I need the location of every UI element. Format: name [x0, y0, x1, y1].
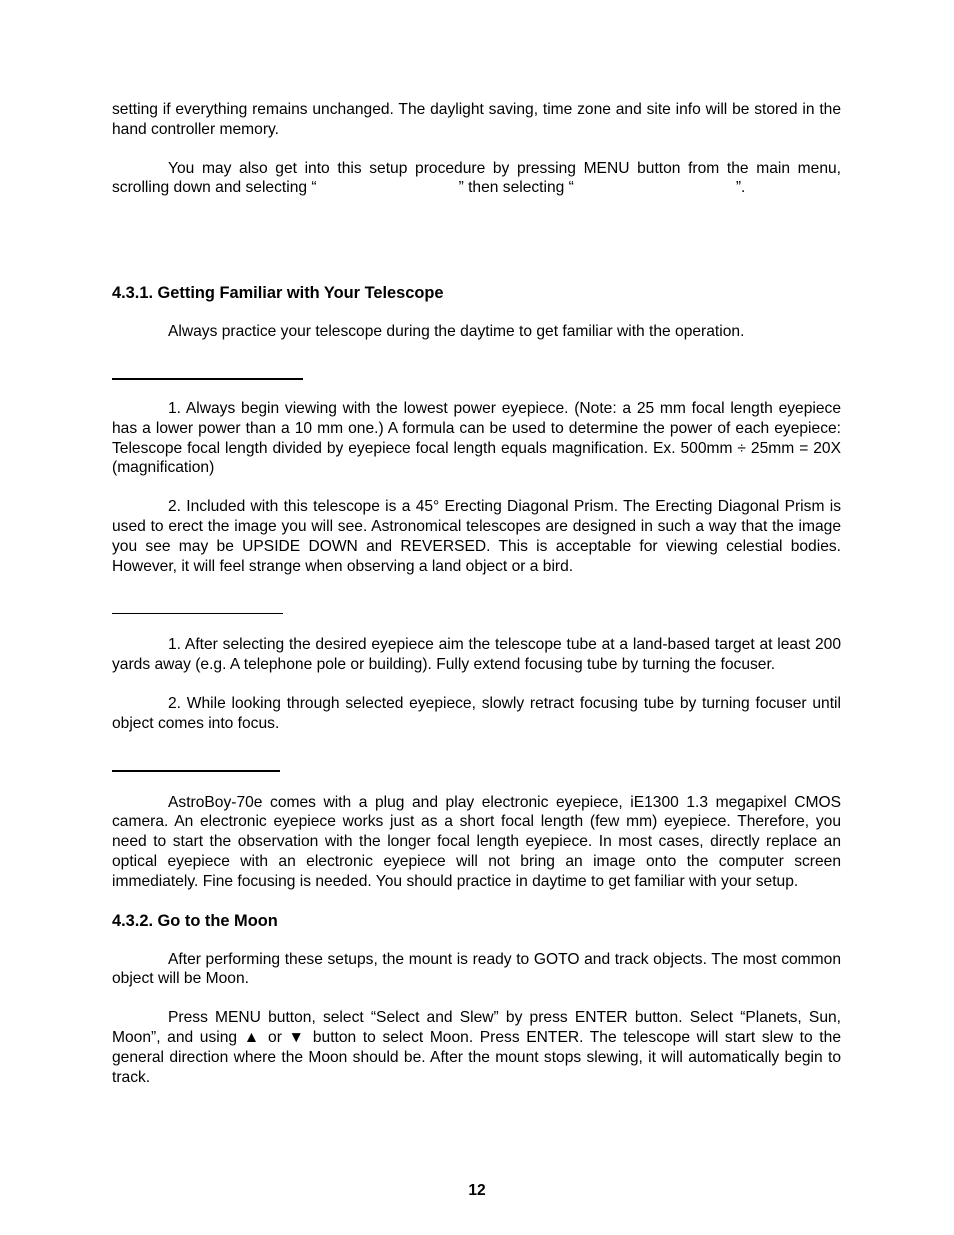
section-heading-4-3-1: 4.3.1. Getting Familiar with Your Telescope	[112, 284, 444, 303]
intro-p2-before: You may also get into this setup procedure by pressing MENU button from the main menu, scrolling down and selecting “	[112, 159, 841, 197]
subsection-rule-2	[112, 613, 283, 614]
moon-paragraph-1: After performing these setups, the mount is ready to GOTO and track objects. The most common object will be Moon.	[112, 950, 841, 988]
moon-paragraph-2: Press MENU button, select “Select and Slew” by press ENTER button. Select “Planets, Sun, Moon”, and using ▲ or ▼ button to select Moon. Press ENTER. The telescope will start slew to the general direction where the Moon should be. After the mount stops slewing, it will automatically begin to track.	[112, 1009, 841, 1086]
eyepiece-tip-2: 2. Included with this telescope is a 45° Erecting Diagonal Prism. The Erecting Diagonal Prism is used to erect the image you will see. Astronomical telescopes are designed in such a way that the image you see may be UPSIDE DOWN and REVERSED. This is acceptable for viewing celestial bodies. However, it will feel strange when observing a land object or a bird.	[112, 498, 841, 575]
document-page	[112, 100, 841, 1087]
electronic-eyepiece-paragraph: AstroBoy-70e comes with a plug and play electronic eyepiece, iE1300 1.3 megapixel CMOS camera. An electronic eyepiece works just as a short focal length (few mm) eyepiece. Therefore, you need to start the observation with the longer focal length eyepiece. In most cases, directly replace an optical eyepiece with an electronic eyepiece will not bring an image onto the computer screen immediately. Fine focusing is needed. You should practice in daytime to get familiar with your setup.	[112, 793, 841, 890]
intro-paragraph-1: setting if everything remains unchanged. The daylight saving, time zone and site info will be stored in the hand controller memory.	[112, 101, 841, 138]
intro-paragraph-2	[112, 159, 841, 199]
eyepiece-tip-1: 1. Always begin viewing with the lowest power eyepiece. (Note: a 25 mm focal length eyepiece has a lower power than a 10 mm one.) A formula can be used to determine the power of each eyepiece: Telescope focal length divided by eyepiece focal length equals magnification. Ex. 500mm ÷ 25mm = 20X (magnification)	[112, 399, 841, 477]
focusing-step-2: 2. While looking through selected eyepiece, slowly retract focusing tube by turning focuser until object comes into focus.	[112, 694, 841, 732]
intro-p2-middle: ” then selecting “	[458, 179, 574, 197]
section-heading-4-3-2: 4.3.2. Go to the Moon	[112, 911, 278, 930]
focusing-step-1: 1. After selecting the desired eyepiece aim the telescope tube at a land-based target at least 200 yards away (e.g. A telephone pole or building). Fully extend focusing tube by turning the focuser.	[112, 636, 841, 674]
intro-p2-after: ”.	[735, 179, 746, 197]
subsection-rule-1	[112, 378, 303, 380]
page-number: 12	[468, 1182, 486, 1199]
section-431-intro: Always practice your telescope during the daytime to get familiar with the operation.	[168, 323, 745, 341]
subsection-rule-3	[112, 770, 280, 772]
